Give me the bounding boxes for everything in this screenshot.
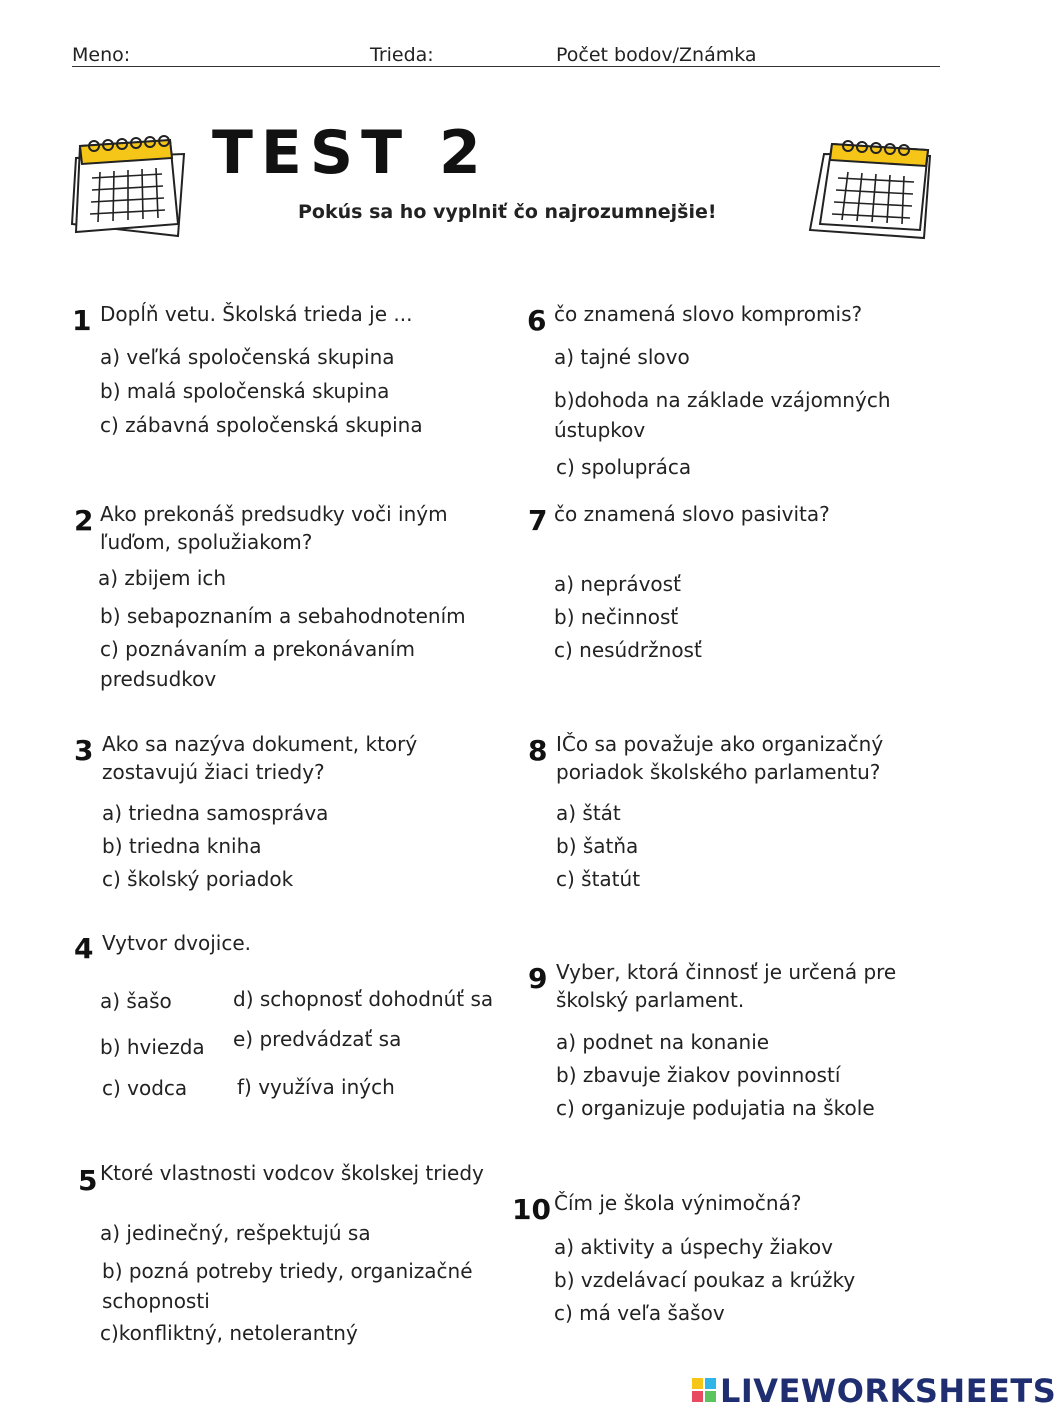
answer-option[interactable]: schopnosti [102, 1289, 210, 1313]
liveworksheets-logo-text: LIVEWORKSHEETS [720, 1372, 1056, 1410]
answer-option[interactable]: b) sebapoznaním a sebahodnotením [100, 604, 466, 628]
page-subtitle: Pokús sa ho vyplniť čo najrozumnejšie! [298, 201, 717, 223]
answer-option[interactable]: c) zábavná spoločenská skupina [100, 413, 423, 437]
answer-option[interactable]: a) triedna samospráva [102, 801, 329, 825]
answer-option[interactable]: a) tajné slovo [554, 345, 690, 369]
answer-option[interactable]: c) má veľa šašov [554, 1301, 725, 1325]
question-text: čo znamená slovo pasivita? [554, 502, 830, 526]
question-text: Ako sa nazýva dokument, ktorý [102, 732, 418, 756]
match-option[interactable]: f) využíva iných [237, 1075, 395, 1099]
page-title: TEST 2 [212, 118, 489, 188]
answer-option[interactable]: a) aktivity a úspechy žiakov [554, 1235, 833, 1259]
answer-option[interactable]: c) poznávaním a prekonávaním [100, 637, 415, 661]
question-text: zostavujú žiaci triedy? [102, 760, 325, 784]
match-option[interactable]: b) hviezda [100, 1035, 205, 1059]
answer-option[interactable]: a) zbijem ich [98, 566, 227, 590]
answer-option[interactable]: c) štatút [556, 867, 641, 891]
match-option[interactable]: e) predvádzať sa [233, 1027, 402, 1051]
answer-option[interactable]: a) neprávosť [554, 572, 681, 596]
question-text: Ktoré vlastnosti vodcov školskej triedy [100, 1161, 484, 1185]
question-number: 7 [528, 504, 548, 537]
answer-option[interactable]: b) zbavuje žiakov povinností [556, 1063, 841, 1087]
answer-option[interactable]: b) triedna kniha [102, 834, 262, 858]
name-label: Meno: [72, 44, 131, 66]
answer-option[interactable]: c) organizuje podujatia na škole [556, 1096, 875, 1120]
calendar-icon-left [66, 128, 192, 240]
liveworksheets-logo[interactable] [692, 1372, 1056, 1410]
answer-option[interactable]: b) nečinnosť [554, 605, 679, 629]
calendar-icon-right [804, 134, 936, 246]
answer-option[interactable]: c)konfliktný, netolerantný [100, 1321, 358, 1345]
answer-option[interactable]: a) veľká spoločenská skupina [100, 345, 395, 369]
question-text: Dopĺň vetu. Školská trieda je ... [100, 302, 413, 326]
match-option[interactable]: c) vodca [102, 1076, 188, 1100]
answer-option[interactable]: b) pozná potreby triedy, organizačné [102, 1259, 473, 1283]
match-option[interactable]: a) šašo [100, 989, 172, 1013]
question-text: školský parlament. [556, 988, 745, 1012]
answer-option[interactable]: a) štát [556, 801, 621, 825]
answer-option[interactable]: b) šatňa [556, 834, 639, 858]
question-number: 6 [527, 304, 547, 337]
question-text: Čím je škola výnimočná? [554, 1191, 802, 1215]
answer-option[interactable]: b) malá spoločenská skupina [100, 379, 390, 403]
question-text: Vytvor dvojice. [102, 931, 252, 955]
class-label: Trieda: [370, 44, 434, 66]
answer-option[interactable]: c) školský poriadok [102, 867, 294, 891]
answer-option[interactable]: a) jedinečný, rešpektujú sa [100, 1221, 371, 1245]
answer-option[interactable]: b) vzdelávací poukaz a krúžky [554, 1268, 856, 1292]
header-divider [72, 66, 940, 67]
question-text: čo znamená slovo kompromis? [554, 302, 863, 326]
score-label: Počet bodov/Známka [556, 44, 757, 66]
question-number: 10 [512, 1193, 551, 1226]
question-number: 2 [74, 504, 94, 537]
answer-option[interactable]: predsudkov [100, 667, 217, 691]
answer-option[interactable]: c) spolupráca [556, 455, 692, 479]
question-text: poriadok školského parlamentu? [556, 760, 881, 784]
question-number: 4 [74, 932, 94, 965]
question-number: 8 [528, 734, 548, 767]
answer-option[interactable]: c) nesúdržnosť [554, 638, 702, 662]
question-text: Vyber, ktorá činnosť je určená pre [556, 960, 897, 984]
liveworksheets-logo-icon [692, 1378, 716, 1404]
answer-option[interactable]: ústupkov [554, 418, 646, 442]
question-number: 5 [78, 1164, 98, 1197]
match-option[interactable]: d) schopnosť dohodnúť sa [233, 987, 494, 1011]
question-number: 9 [528, 962, 548, 995]
question-text: ľuďom, spolužiakom? [100, 530, 313, 554]
question-number: 3 [74, 734, 94, 767]
question-text: Ako prekonáš predsudky voči iným [100, 502, 448, 526]
question-number: 1 [72, 304, 92, 337]
question-text: IČo sa považuje ako organizačný [556, 732, 884, 756]
answer-option[interactable]: a) podnet na konanie [556, 1030, 770, 1054]
answer-option[interactable]: b)dohoda na základe vzájomných [554, 388, 891, 412]
